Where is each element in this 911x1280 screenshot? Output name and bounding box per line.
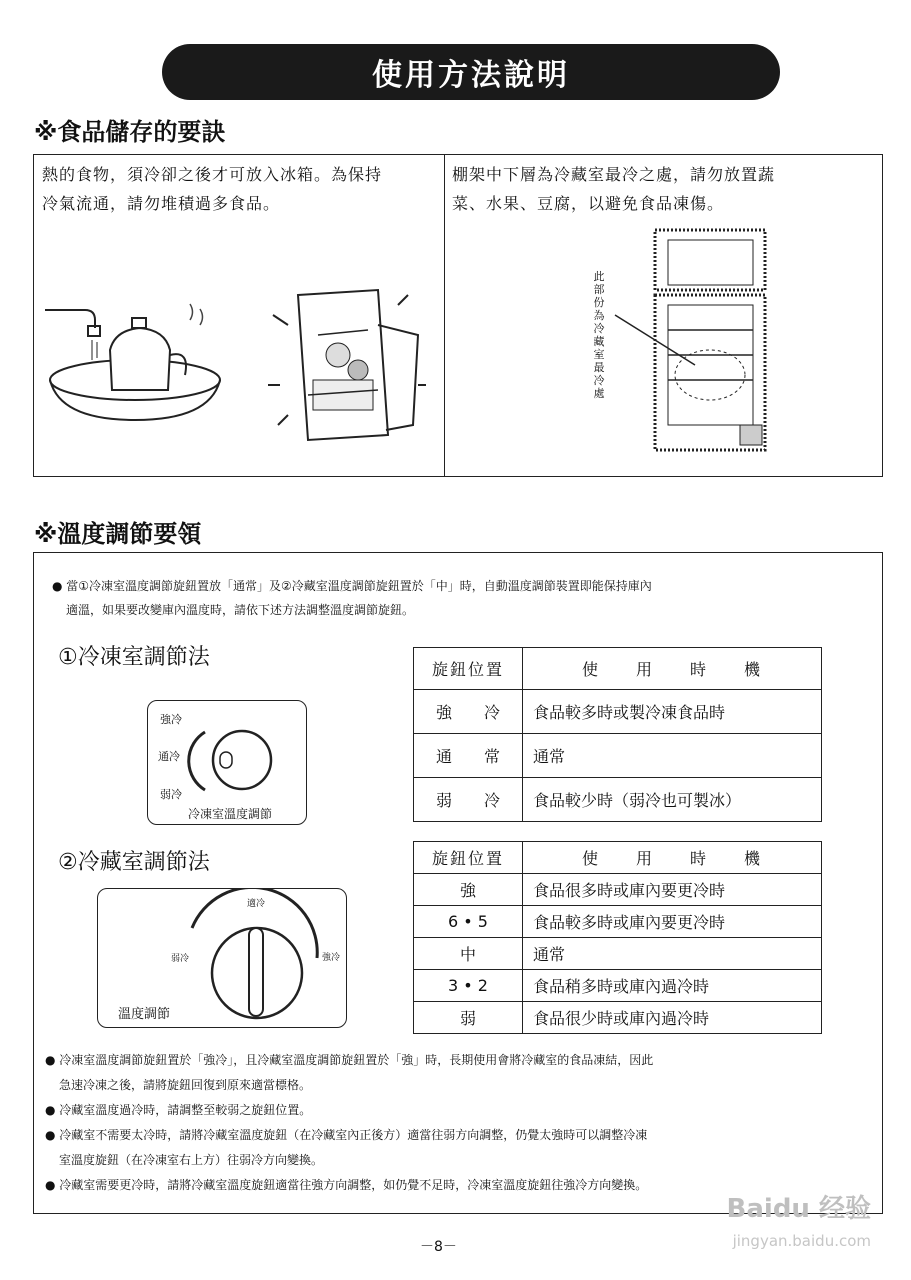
panel-divider	[444, 154, 445, 477]
freezer-dial-label-normal: 通冷	[158, 750, 180, 763]
note-line: ● 冷藏室需要更冷時，請將冷藏室溫度旋鈕適當往強方向調整，如仍覺不足時，冷凍室溫度旋鈕往強冷方向變換。	[45, 1178, 648, 1192]
watermark-brand: Baidu 经验	[726, 1194, 871, 1224]
fridge-cross-section-illustration	[610, 225, 780, 460]
freezer-header-usage: 使 用 時 機	[523, 648, 822, 690]
table-row: 強 冷 食品較多時或製冷凍食品時	[414, 690, 822, 734]
fridge-dial-label-left: 弱冷	[171, 954, 190, 964]
watermark-url: jingyan.baidu.com	[732, 1232, 871, 1250]
note-line: ● 冷藏室不需要太冷時，請將冷藏室溫度旋鈕（在冷藏室內正後方）適當往弱方向調整，仍覺太強時可以調整冷凍	[45, 1128, 648, 1142]
right-panel-text: 棚架中下層為冷藏室最冷之處，請勿放置蔬 菜、水果、豆腐，以避免食品凍傷。	[452, 165, 776, 213]
table-row: 弱 食品很少時或庫內過冷時	[414, 1002, 822, 1034]
freezer-header-position: 旋鈕位置	[414, 648, 523, 690]
freezer-table	[413, 647, 822, 822]
page-title-banner	[162, 44, 780, 100]
table-row: 中 通常	[414, 938, 822, 970]
fridge-dial-label-right: 強冷	[322, 953, 341, 963]
note-line: ● 冷凍室溫度調節旋鈕置於「強冷」，且冷藏室溫度調節旋鈕置於「強」時，長期使用會將冷藏室的食品凍結，因此	[45, 1053, 654, 1067]
table-row: 6 • 5 食品較多時或庫內要更冷時	[414, 906, 822, 938]
fridge-dial-label-top: 適冷	[247, 899, 266, 909]
table-row: 通 常 通常	[414, 734, 822, 778]
table-row: 3 • 2 食品稍多時或庫內過冷時	[414, 970, 822, 1002]
table-row: 強 食品很多時或庫內要更冷時	[414, 874, 822, 906]
fridge-header-usage: 使 用 時 機	[523, 842, 822, 874]
page-number: －8－	[420, 1239, 457, 1255]
section-heading-food-storage: ※食品儲存的要訣	[34, 118, 226, 146]
table-row: 弱 冷 食品較少時（弱冷也可製冰）	[414, 778, 822, 822]
freezer-dial-label-strong: 強冷	[160, 713, 182, 726]
coldest-zone-label: 此部份為冷藏室最冷處	[593, 270, 605, 400]
fridge-heading: ②冷藏室調節法	[58, 850, 210, 875]
fridge-header-position: 旋鈕位置	[414, 842, 523, 874]
notes-list	[45, 1048, 855, 1198]
fridge-table	[413, 841, 822, 1034]
freezer-dial-label-weak: 弱冷	[160, 788, 182, 801]
freezer-heading: ①冷凍室調節法	[58, 645, 210, 670]
hot-pot-illustration	[40, 300, 230, 430]
overfilled-fridge-illustration	[268, 285, 428, 445]
intro-text: ● 當①冷凍室溫度調節旋鈕置放「通常」及②冷藏室溫度調節旋鈕置於「中」時，自動溫度調節裝置即能保持庫內 適溫，如果要改變庫內溫度時，請依下述方法調整溫度調節旋鈕。	[52, 579, 652, 617]
page-title: 使用方法說明	[372, 58, 570, 93]
note-line: 急速冷凍之後，請將旋鈕回復到原來適當標格。	[59, 1078, 312, 1092]
freezer-dial-caption: 冷凍室溫度調節	[188, 807, 273, 821]
note-line: ● 冷藏室溫度過冷時，請調整至較弱之旋鈕位置。	[45, 1103, 312, 1117]
left-panel-text: 熱的食物，須冷卻之後才可放入冰箱。為保持 冷氣流通，請勿堆積過多食品。	[42, 165, 383, 213]
section-heading-temperature: ※溫度調節要領	[34, 520, 202, 548]
fridge-dial-caption: 溫度調節	[118, 1007, 171, 1022]
note-line: 室溫度旋鈕（在冷凍室右上方）往弱冷方向變換。	[59, 1153, 324, 1167]
